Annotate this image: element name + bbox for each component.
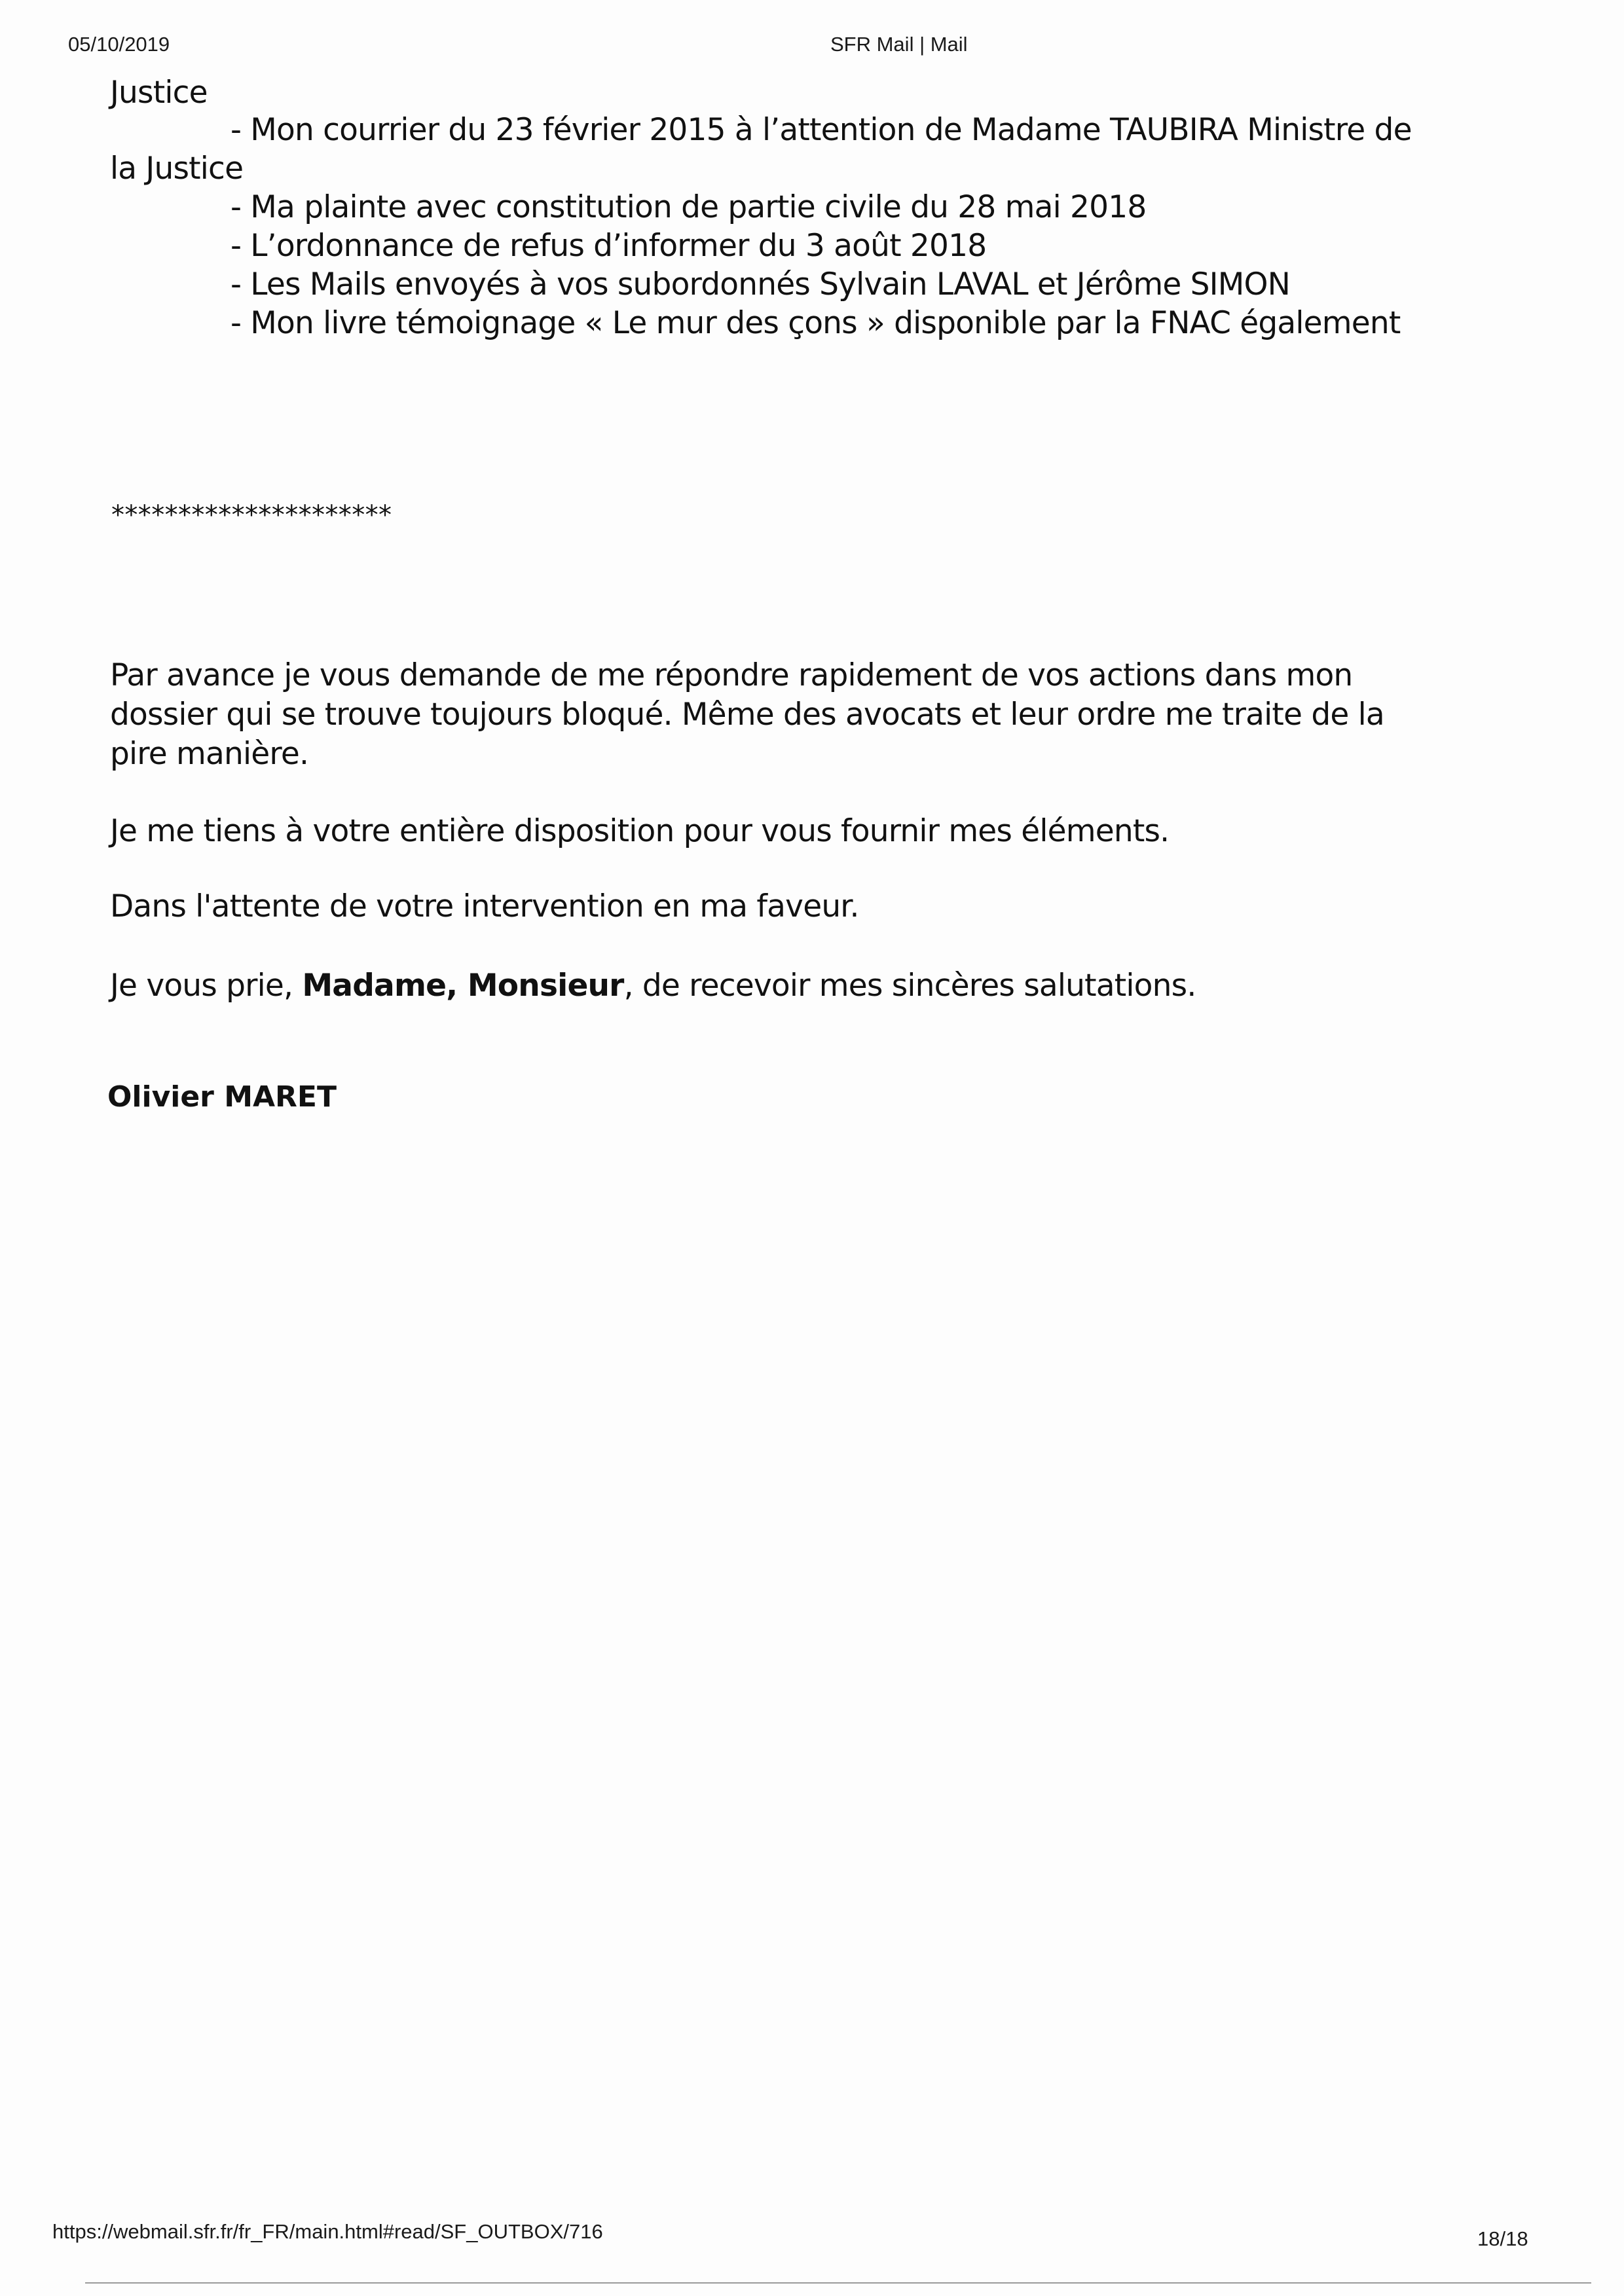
attachment-item: - Mon courrier du 23 février 2015 à l’attention de Madame TAUBIRA Ministre de <box>231 112 1412 148</box>
request-line: dossier qui se trouve toujours bloqué. Même des avocats et leur ordre me traite de la <box>110 697 1384 733</box>
closing-addressee: Madame, Monsieur <box>302 968 624 1004</box>
print-url: https://webmail.sfr.fr/fr_FR/main.html#read/SF_OUTBOX/716 <box>52 2220 603 2243</box>
closing-before: Je vous prie, <box>110 968 303 1004</box>
attachment-item: - Les Mails envoyés à vos subordonnés Sylvain LAVAL et Jérôme SIMON <box>231 266 1291 302</box>
request-line: pire manière. <box>110 736 309 772</box>
attachment-item-continued: la Justice <box>110 151 244 187</box>
bottom-divider <box>85 2282 1591 2284</box>
attachment-item: - L’ordonnance de refus d’informer du 3 août 2018 <box>231 228 987 264</box>
print-page-title: SFR Mail | Mail <box>830 33 968 56</box>
request-line: Par avance je vous demande de me répondre rapidement de vos actions dans mon <box>110 657 1353 693</box>
page-count: 18/18 <box>1477 2227 1528 2250</box>
continued-line: Justice <box>110 75 208 111</box>
attachment-item: - Mon livre témoignage « Le mur des çons » disponible par la FNAC également <box>231 305 1401 341</box>
signature: Olivier MARET <box>107 1080 337 1114</box>
closing-paragraph <box>110 966 1196 1006</box>
awaiting-paragraph: Dans l'attente de votre intervention en ma faveur. <box>110 888 859 924</box>
print-date: 05/10/2019 <box>68 33 170 56</box>
separator-stars: ********************* <box>111 500 392 530</box>
closing-after: , de recevoir mes sincères salutations. <box>623 968 1196 1004</box>
attachment-item: - Ma plainte avec constitution de partie civile du 28 mai 2018 <box>231 189 1147 225</box>
availability-paragraph: Je me tiens à votre entière disposition pour vous fournir mes éléments. <box>110 813 1170 849</box>
